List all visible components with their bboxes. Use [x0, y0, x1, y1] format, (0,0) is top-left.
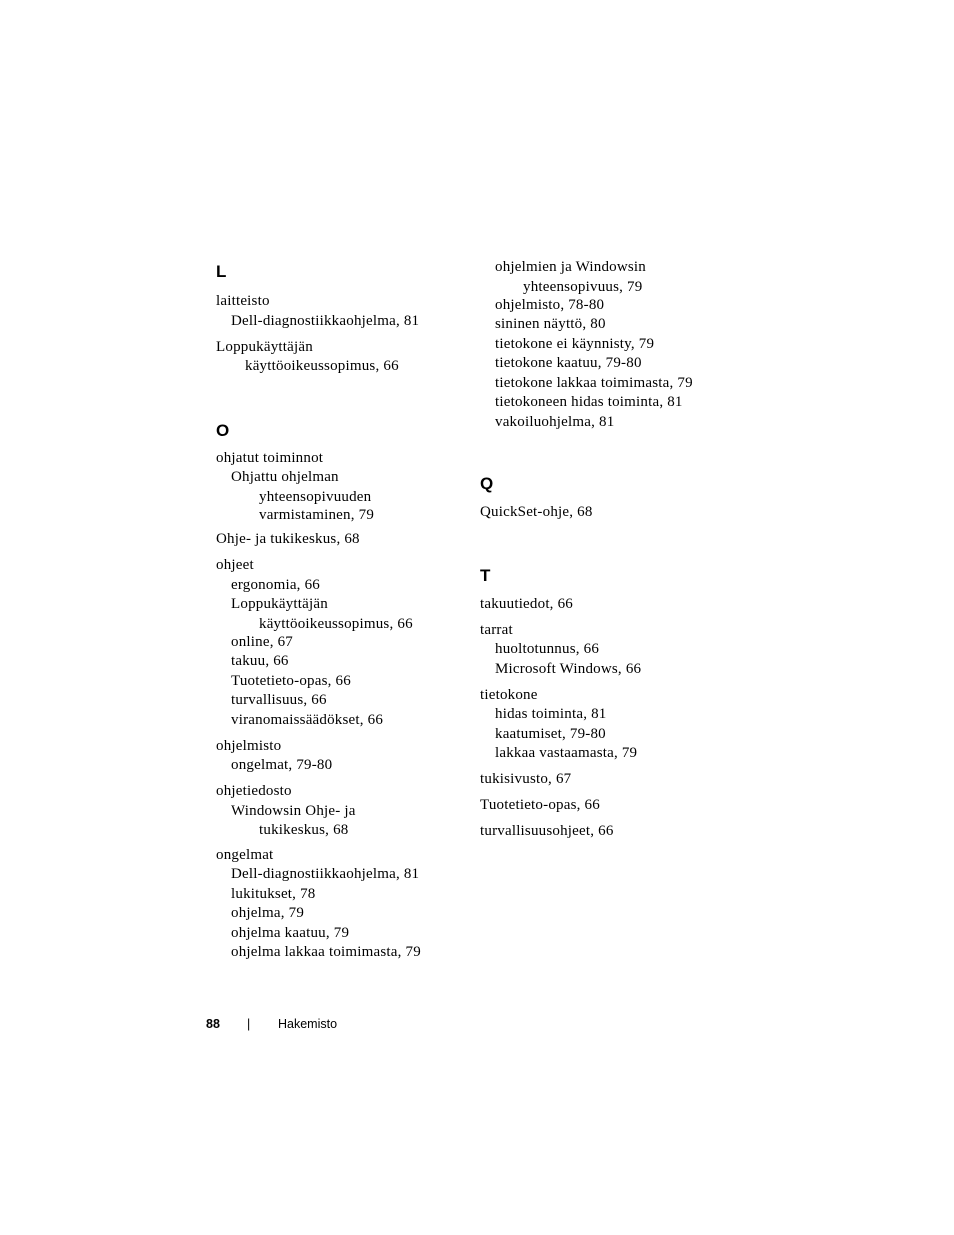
index-subentry: ongelmat, 79-80	[231, 757, 333, 773]
index-entry: ohjelmisto	[216, 737, 282, 754]
index-subentry: ohjelma, 79	[231, 905, 305, 921]
index-subentry: online, 67	[231, 633, 293, 650]
index-subentry: kaatumiset, 79-80	[495, 725, 606, 742]
index-entry: Ohje- ja tukikeskus, 68	[216, 531, 360, 547]
index-subentry: tietokone ei käynnisty, 79	[495, 335, 655, 352]
index-column-right	[480, 258, 740, 842]
index-subentry: takuu, 66	[231, 653, 289, 669]
index-subentry: huoltotunnus, 66	[495, 641, 600, 657]
index-entry: laitteisto	[216, 293, 270, 309]
index-subentry: vakoiluohjelma, 81	[495, 413, 615, 430]
index-subentry-continued: varmistaminen, 79	[259, 506, 375, 523]
index-entry: tarrat	[480, 621, 513, 638]
section-letter-t: T	[480, 565, 491, 585]
page-number: 88	[206, 1017, 220, 1031]
index-entry-continued: käyttöoikeussopimus, 66	[245, 358, 399, 374]
index-subentry: tietokoneen hidas toiminta, 81	[495, 394, 683, 410]
index-entry: Loppukäyttäjän	[216, 338, 313, 355]
index-entry: tukisivusto, 67	[480, 771, 572, 787]
index-subentry: Windowsin Ohje- ja	[231, 802, 356, 819]
index-subentry: lukitukset, 78	[231, 885, 316, 902]
index-subentry: ohjelmien ja Windowsin	[495, 259, 647, 275]
index-subentry: tietokone kaatuu, 79-80	[495, 355, 642, 371]
footer-section-title: Hakemisto	[278, 1017, 338, 1031]
index-subentry: viranomaissäädökset, 66	[231, 711, 384, 728]
index-column-left	[216, 258, 466, 963]
index-entry: ohjatut toiminnot	[216, 449, 324, 466]
index-entry: ongelmat	[216, 846, 274, 863]
index-subentry: ohjelma kaatuu, 79	[231, 924, 350, 941]
index-subentry: Tuotetieto-opas, 66	[231, 672, 351, 689]
index-subentry: Microsoft Windows, 66	[495, 660, 642, 677]
index-subentry: ergonomia, 66	[231, 576, 320, 593]
index-entry: QuickSet-ohje, 68	[480, 504, 593, 520]
section-letter-l: L	[216, 262, 227, 281]
index-subentry: lakkaa vastaamasta, 79	[495, 745, 638, 761]
index-entry: Tuotetieto-opas, 66	[480, 797, 600, 813]
index-subentry: hidas toiminta, 81	[495, 706, 607, 722]
index-subentry-continued: yhteensopivuuden	[259, 488, 372, 505]
index-subentry-continued: yhteensopivuus, 79	[523, 278, 643, 295]
index-subentry: Dell-diagnostiikkaohjelma, 81	[231, 866, 420, 882]
index-subentry: ohjelmisto, 78-80	[495, 296, 605, 313]
index-subentry-continued: tukikeskus, 68	[259, 822, 349, 838]
footer-separator: |	[247, 1017, 251, 1031]
index-subentry: tietokone lakkaa toimimasta, 79	[495, 374, 693, 391]
index-entry: turvallisuusohjeet, 66	[480, 823, 614, 839]
index-entry: takuutiedot, 66	[480, 595, 573, 612]
index-entry: tietokone	[480, 686, 538, 703]
index-subentry: turvallisuus, 66	[231, 692, 327, 708]
section-letter-o: O	[216, 420, 230, 440]
index-subentry: sininen näyttö, 80	[495, 316, 606, 332]
index-entry: ohjetiedosto	[216, 783, 292, 799]
index-subentry: Ohjattu ohjelman	[231, 469, 339, 485]
index-subentry: Loppukäyttäjän	[231, 596, 328, 612]
index-subentry-continued: käyttöoikeussopimus, 66	[259, 615, 413, 632]
index-entry: ohjeet	[216, 557, 254, 573]
section-letter-q: Q	[480, 474, 494, 493]
index-subentry: ohjelma lakkaa toimimasta, 79	[231, 944, 421, 960]
index-subentry: Dell-diagnostiikkaohjelma, 81	[231, 312, 420, 329]
